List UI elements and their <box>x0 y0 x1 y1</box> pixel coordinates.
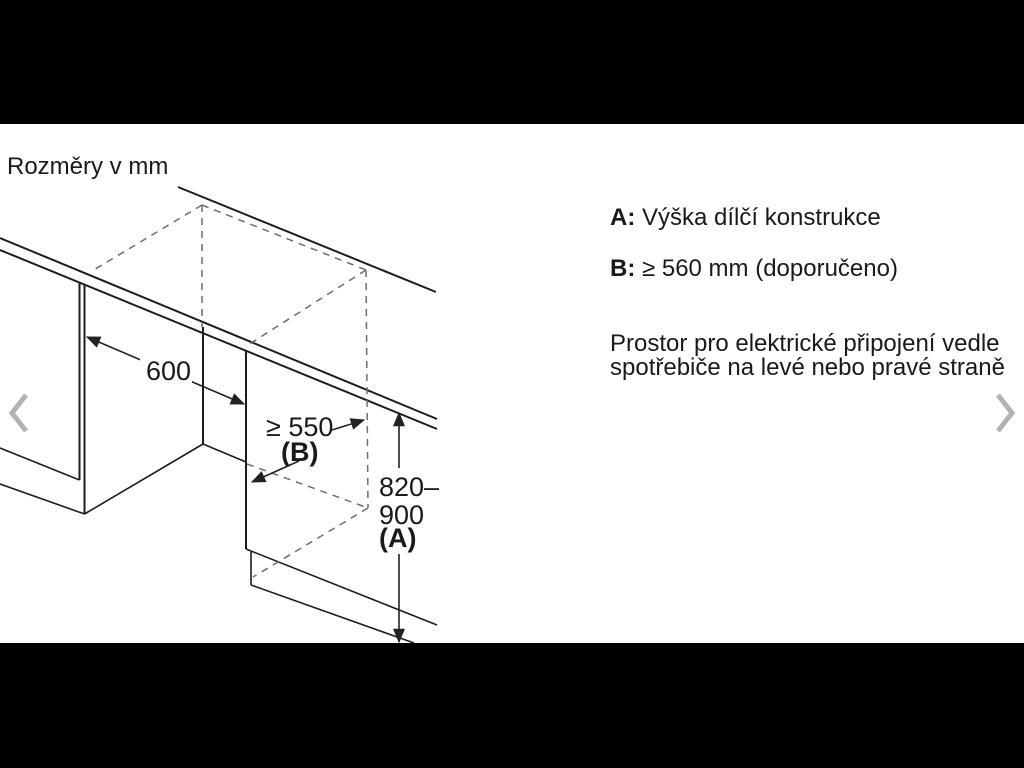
legend-note-line2: spotřebiče na levé nebo pravé straně <box>610 354 1005 381</box>
dimension-width-label: 600 <box>146 356 192 386</box>
dimension-height-label-line1: 820– <box>379 472 440 502</box>
legend-note-line1: Prostor pro elektrické připojení vedle <box>610 330 1000 357</box>
page-title: Rozměry v mm <box>7 153 169 180</box>
dimension-height <box>376 413 440 642</box>
dimension-width <box>87 337 244 404</box>
prev-button[interactable] <box>2 388 34 438</box>
dimension-depth <box>252 412 364 482</box>
legend-key-b: B: <box>610 255 636 282</box>
chevron-right-icon <box>994 391 1018 435</box>
dimension-height-label-line2: 900 <box>379 500 425 530</box>
legend-key-a: A: <box>610 204 636 231</box>
left-cabinet-lines <box>0 283 246 514</box>
dimension-depth-ref: (B) <box>281 437 319 467</box>
dimension-height-ref: (A) <box>379 523 417 553</box>
legend-text-a: Výška dílčí konstrukce <box>642 204 881 231</box>
niche-dashed-box <box>92 205 368 577</box>
chevron-left-icon <box>6 391 30 435</box>
next-button[interactable] <box>990 388 1022 438</box>
legend-text-b: ≥ 560 mm (doporučeno) <box>642 255 898 282</box>
dimension-depth-label: ≥ 550 <box>266 412 334 442</box>
